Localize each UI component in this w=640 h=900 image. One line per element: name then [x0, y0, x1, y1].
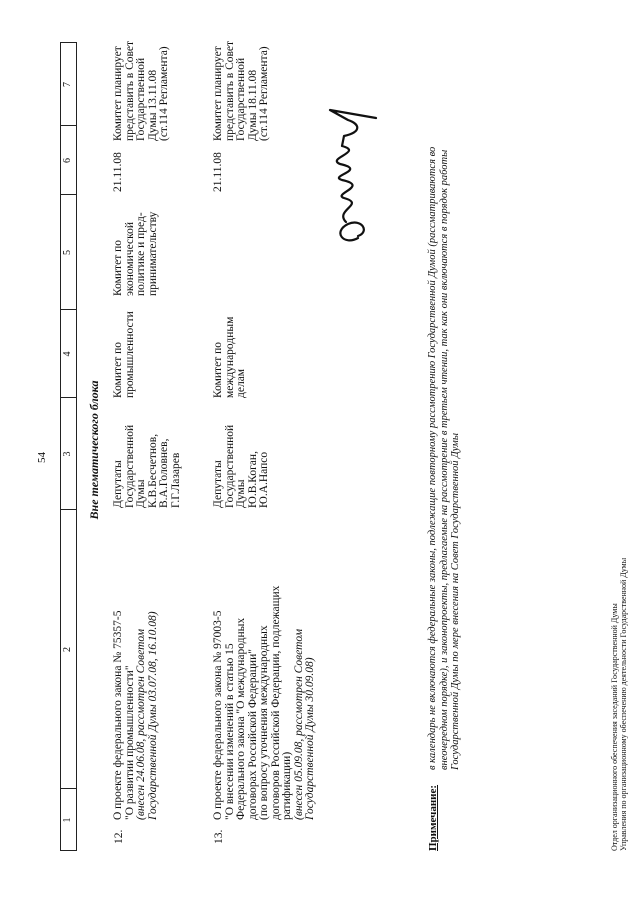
column-number-5: 5 — [62, 250, 73, 255]
plan-line: представить в Совет — [123, 40, 136, 141]
note-label: Примечание: — [427, 784, 439, 851]
title-line: Федерального закона "О международных — [235, 617, 247, 820]
footer-line: Управления по организационному обеспечению деятельности Государственной Думы — [619, 557, 628, 851]
author-line: Государственной — [223, 424, 236, 508]
note-line: Государственной Думы 03.07.08, 16.10.08) — [146, 611, 159, 820]
plan-line: Государственной — [135, 57, 147, 141]
note-text-line: в календарь не включаются федеральные законы, подлежащие повторному рассмотрению Государственной Думой (рассматриваются во — [427, 146, 438, 770]
table-header-line — [76, 43, 77, 851]
note-text-line: внеочередном порядке), и законопроекты, предлагаемые на рассмотрение в третьем чтении, так как они включаются в порядок работы — [438, 149, 450, 770]
author-line: В.А.Головнев, — [158, 438, 170, 508]
title-line: О проекте федерального закона № 97003-5 — [212, 610, 224, 820]
review-date: 21.11.08 — [212, 152, 224, 192]
column-number-4: 4 — [62, 351, 73, 357]
plan-line: (ст.114 Регламента) — [158, 46, 170, 141]
author-line: Г.Г.Лазарев — [169, 452, 182, 508]
author-line: Ю.В.Коган, — [246, 451, 259, 508]
table-top-line — [60, 43, 61, 851]
plan-line: (ст.114 Регламента) — [258, 46, 270, 141]
column-number-6: 6 — [62, 158, 73, 163]
committee-line: международным — [223, 316, 236, 398]
plan-line: Комитет планирует — [112, 46, 124, 141]
section-title: Вне тематического блока — [87, 380, 101, 520]
authors — [213, 398, 271, 508]
author-line: Депутаты — [112, 460, 124, 508]
title-line: О проекте федерального закона № 75357-5 — [112, 610, 124, 820]
committee-line: промышленности — [123, 311, 136, 398]
committee-line: экономической — [123, 222, 136, 296]
author-line: Ю.А.Напсо — [258, 451, 270, 508]
column-number-3: 3 — [62, 451, 73, 457]
plan-line: Думы 18.11.08 — [246, 69, 259, 141]
page-number: 54 — [36, 452, 48, 463]
note-text-line: Государственной Думы по мере внесения на Совет Государственной Думы — [450, 433, 461, 770]
note-line: Государственной Думы 30.09.08) — [304, 657, 316, 820]
committee-line: делам — [235, 368, 247, 398]
note-text — [427, 40, 462, 770]
title-line: договорах Российской Федерации" — [246, 649, 259, 820]
author-line: Думы — [235, 479, 247, 508]
committee-line: политике и пред- — [135, 212, 147, 296]
committee-lead — [113, 306, 136, 398]
author-line: К.В.Бесчетнов, — [146, 433, 159, 508]
note-line: (внесен 05.09.08, рассмотрен Советом — [292, 628, 305, 820]
title-line: ратификации) — [281, 751, 293, 820]
footer-line: Отдел организационного обеспечения заседаний Государственной Думы — [610, 603, 619, 851]
row-number: 12. — [113, 829, 125, 844]
committee-line: принимательству — [146, 211, 159, 296]
row-title — [213, 490, 317, 820]
plan-line: Комитет планирует — [212, 46, 224, 141]
plan — [113, 31, 171, 141]
row-title — [113, 490, 159, 820]
title-line: (по вопросу уточнения международных — [258, 625, 270, 820]
note-line: (внесен 24.06.08, рассмотрен Советом — [135, 628, 147, 820]
title-line: "О развитии промышленности" — [123, 665, 136, 820]
authors — [113, 398, 182, 508]
plan-line: Думы 13.11.08 — [146, 69, 159, 141]
plan-line: представить в Совет — [223, 40, 236, 141]
author-line: Депутаты — [212, 460, 224, 508]
plan-line: Государственной — [235, 57, 247, 141]
title-line: договоров Российской Федерации, подлежащих — [269, 585, 282, 820]
review-date: 21.11.08 — [112, 152, 124, 192]
signature-image — [318, 100, 398, 250]
committee-line: Комитет по — [212, 342, 224, 398]
committee-lead — [213, 306, 248, 398]
column-number-2: 2 — [62, 647, 73, 652]
committee-line: Комитет по — [112, 342, 124, 398]
author-line: Думы — [135, 479, 147, 508]
committee-coexec — [113, 196, 159, 296]
column-number-1: 1 — [62, 817, 73, 823]
author-line: Государственной — [123, 424, 136, 508]
row-number: 13. — [213, 829, 225, 844]
committee-line: Комитет по — [112, 240, 124, 296]
plan — [213, 31, 271, 141]
footer — [610, 351, 628, 851]
column-number-7: 7 — [62, 82, 73, 87]
title-line: "О внесении изменений в статью 15 — [223, 643, 236, 820]
